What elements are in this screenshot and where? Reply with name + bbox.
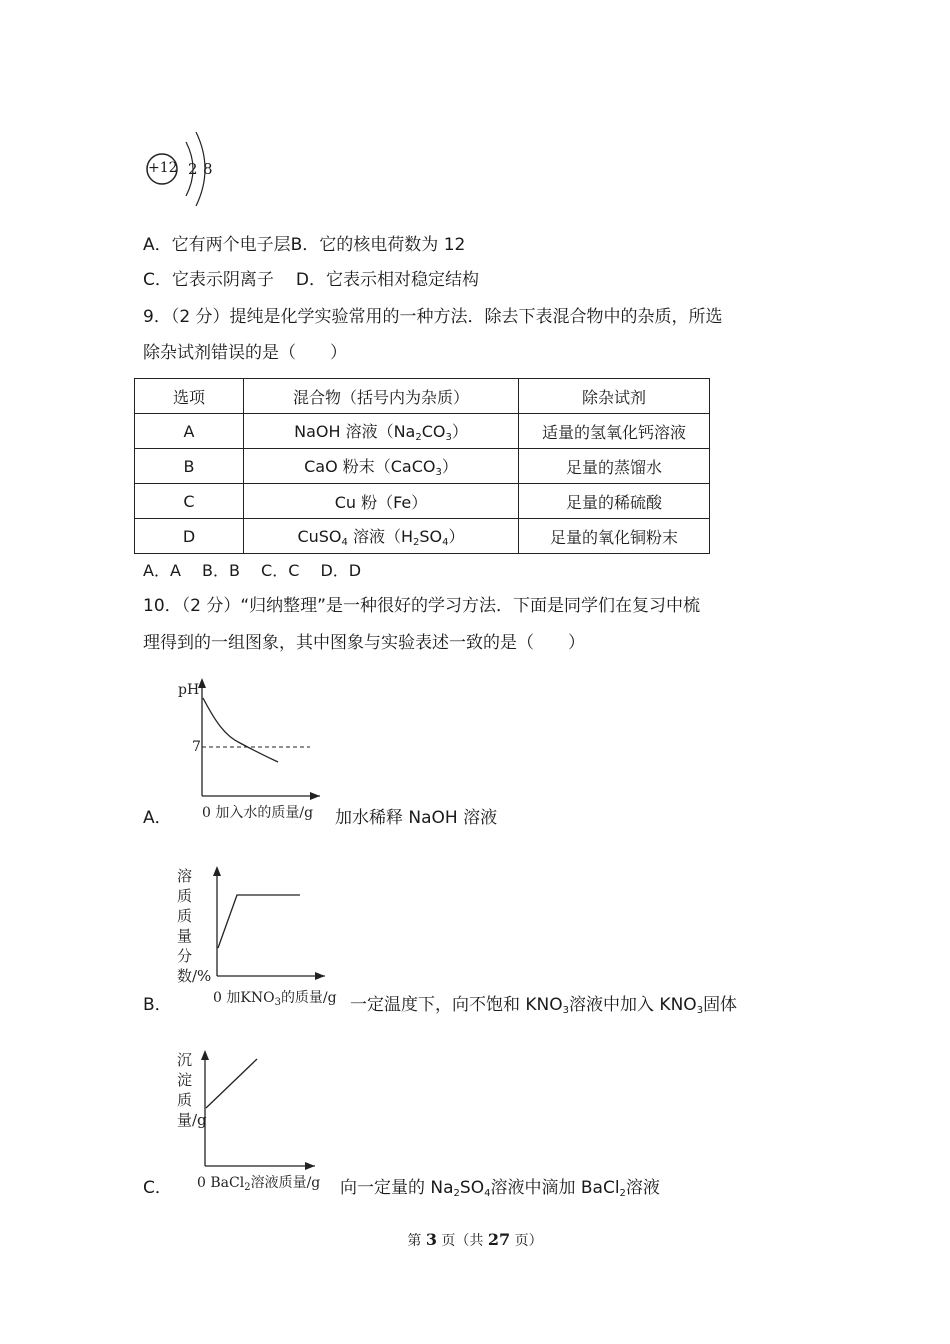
graph-b-ylabel: 溶质质量分数/% — [177, 867, 212, 985]
graph-c-caption — [143, 1177, 172, 1199]
graph-c — [175, 1046, 345, 1196]
shell1-electrons: 2 — [188, 160, 198, 178]
page-footer: 第 3 页（共 27 页） — [407, 1230, 543, 1249]
q8-options-row2 — [143, 269, 479, 291]
q8-option-a: A．它有两个电子层 — [143, 235, 291, 255]
row-option: C — [135, 484, 244, 519]
graph-c-description: 向一定量的 $Na_2SO_4$溶液中滴加 BaCl$_2$溶液 — [340, 1178, 660, 1199]
header-option: 选项 — [135, 379, 244, 414]
graph-b-letter: B． — [143, 995, 172, 1015]
q9-table — [134, 378, 710, 554]
graph-a-caption — [143, 807, 172, 829]
row-option: D — [135, 519, 244, 554]
table-row — [135, 519, 710, 554]
graph-b-x-arrow — [315, 972, 325, 980]
atom-structure-diagram — [140, 122, 230, 217]
row-mixture: CuSO$_4$ 溶液$(H_2SO_4)$ — [244, 519, 519, 554]
graph-a — [170, 676, 330, 826]
graph-b-xlabel: 0 加$KNO_3$的质量/g — [213, 990, 337, 1008]
graph-c-y-arrow — [201, 1050, 209, 1060]
row-reagent: 足量的蒸馏水 — [519, 449, 710, 484]
graph-c-ylabel: 沉淀质量/g — [177, 1051, 207, 1129]
graph-b-caption — [143, 994, 172, 1016]
q8-option-c: C．它表示阴离子 — [143, 270, 274, 290]
row-option: A — [135, 414, 244, 449]
q10-stem-line2: 理得到的一组图象，其中图象与实验表述一致的是（ ） — [143, 633, 585, 653]
q8-option-b: B．它的核电荷数为 12 — [290, 235, 466, 255]
q9-stem-line1: 9．（2 分）提纯是化学实验常用的一种方法．除去下表混合物中的杂质，所选 — [143, 307, 723, 327]
q10-stem-line1: 10．（2 分）“归纳整理”是一种很好的学习方法．下面是同学们在复习中梳 — [143, 596, 700, 616]
row-reagent: 足量的稀硫酸 — [519, 484, 710, 519]
row-reagent: 适量的氢氧化钙溶液 — [519, 414, 710, 449]
table-row — [135, 414, 710, 449]
table-header-row — [135, 379, 710, 414]
graph-c-x-arrow — [305, 1162, 315, 1170]
graph-a-xlabel: 0 加入水的质量/g — [202, 805, 314, 821]
row-reagent: 足量的氧化铜粉末 — [519, 519, 710, 554]
graph-b-y-arrow — [213, 866, 221, 876]
graph-a-seven: 7 — [192, 739, 201, 755]
graph-b — [175, 862, 345, 1012]
graph-a-curve — [203, 698, 278, 762]
graph-a-y-arrow — [198, 678, 206, 688]
q8-options-row1 — [143, 234, 465, 256]
q9-stem-line2: 除杂试剂错误的是（ ） — [143, 343, 347, 363]
header-reagent: 除杂试剂 — [519, 379, 710, 414]
row-mixture: Cu 粉（Fe） — [244, 484, 519, 519]
graph-a-ylabel: pH — [178, 682, 200, 698]
page-number: 3 — [425, 1230, 437, 1249]
total-pages: 27 — [487, 1230, 511, 1249]
graph-c-xlabel: 0 BaCl$_2$溶液质量/g — [197, 1175, 321, 1193]
q8-option-d: D．它表示相对稳定结构 — [295, 270, 479, 290]
graph-a-letter: A． — [143, 808, 172, 828]
graph-c-letter: C． — [143, 1178, 172, 1198]
nucleus-charge: +12 — [148, 160, 178, 176]
row-mixture: CaO 粉末（CaCO$_3$） — [244, 449, 519, 484]
table-row — [135, 449, 710, 484]
shell2-electrons: 8 — [203, 160, 213, 178]
row-option: B — [135, 449, 244, 484]
row-mixture: NaOH 溶液$(Na_2CO_3)$ — [244, 414, 519, 449]
table-row — [135, 484, 710, 519]
graph-b-description: 一定温度下，向不饱和 $KNO_3$溶液中加入 $KNO_3$固体 — [350, 995, 738, 1016]
graph-a-x-arrow — [310, 792, 320, 800]
graph-b-curve — [218, 895, 300, 948]
graph-c-curve — [206, 1059, 257, 1108]
header-mixture: 混合物（括号内为杂质） — [244, 379, 519, 414]
q9-answer-options: A．A B．B C．C D．D — [143, 561, 362, 580]
graph-a-description: 加水稀释 NaOH 溶液 — [335, 808, 498, 828]
